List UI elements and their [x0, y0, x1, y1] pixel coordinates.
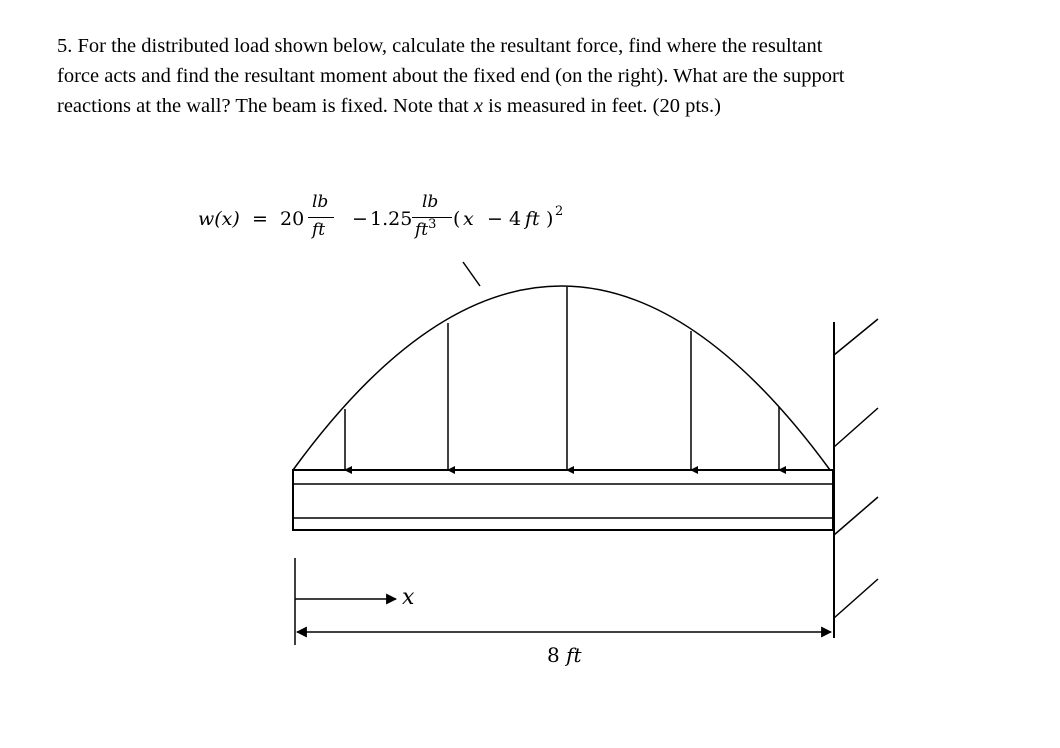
length-label	[547, 643, 582, 667]
length-value: 8	[547, 643, 560, 667]
wall-hatch-2	[834, 408, 878, 447]
equation-minus-4: − 4	[487, 208, 522, 230]
problem-variable-x: x	[473, 95, 483, 117]
equation-pointer-line	[463, 262, 480, 286]
equation-coef-20: 20	[280, 208, 305, 230]
equation-exponent-2: 2	[555, 204, 564, 219]
equation-lhs: w(x)	[198, 208, 240, 230]
beam-outline	[293, 470, 833, 530]
beam	[293, 470, 833, 530]
equation-coef-125: 1.25	[370, 208, 413, 230]
equation-minus: −	[352, 208, 368, 230]
x-axis-label: x	[402, 585, 415, 610]
equation-unit2-den-base: ft	[415, 220, 429, 240]
problem-line-1: 5. For the distributed load shown below, calculate the resultant force, find where the resultant	[57, 35, 823, 57]
wall-hatch-3	[834, 497, 878, 535]
equation-unit1-numerator: lb	[312, 192, 329, 212]
problem-line-3-pre: reactions at the wall? The beam is fixed. Note that	[57, 95, 474, 117]
equation-unit1-denominator: ft	[312, 220, 326, 240]
problem-line-3-post: is measured in feet. (20 pts.)	[483, 95, 721, 117]
equation-variable-x: x	[463, 208, 474, 230]
fixed-wall-support	[834, 319, 878, 638]
load-curve	[293, 286, 830, 470]
equation-unit-ft: ft	[525, 208, 540, 230]
equation-unit2-numerator: lb	[422, 192, 439, 212]
equation-equals: =	[252, 208, 268, 230]
wall-hatch-1	[834, 319, 878, 355]
equation-unit2-den-exponent: 3	[428, 217, 437, 232]
problem-line-2: force acts and find the resultant moment about the fixed end (on the right). What are the support	[57, 65, 845, 87]
equation-paren-open: (	[453, 208, 461, 230]
wall-hatch-4	[834, 579, 878, 618]
equation-paren-close: )	[546, 208, 554, 230]
length-unit: ft	[566, 643, 582, 667]
